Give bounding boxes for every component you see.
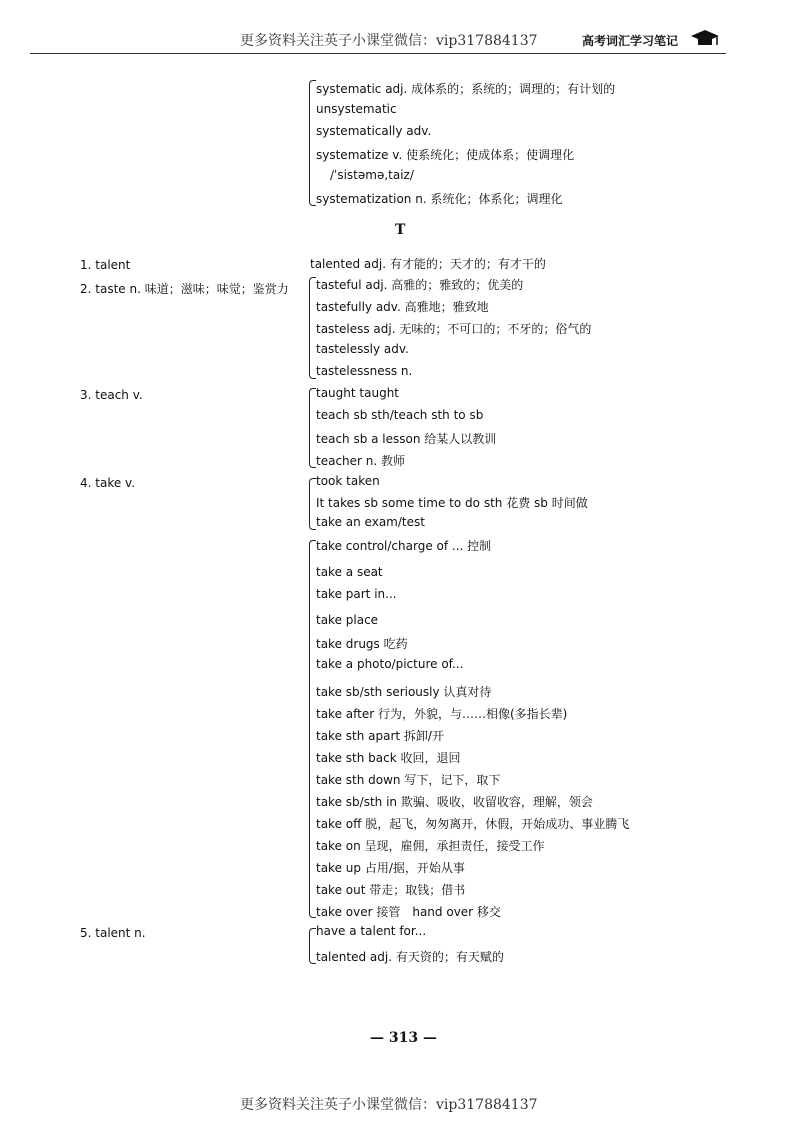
entry-line: take over 接管 hand over 移交 bbox=[316, 905, 501, 919]
entry-line: teacher n. 教师 bbox=[316, 454, 406, 468]
entry-line: taught taught bbox=[316, 386, 399, 400]
entry-line: take drugs 吃药 bbox=[316, 637, 408, 651]
brace-talent bbox=[309, 928, 316, 964]
entry-line: take sb/sth in 欺骗、吸收，收留收容，理解，领会 bbox=[316, 795, 593, 809]
entry-line: take place bbox=[316, 613, 379, 627]
entry-line: It takes sb some time to do sth 花费 sb 时间做 bbox=[316, 496, 588, 510]
entry-line: take sth down 写下，记下，取下 bbox=[316, 773, 501, 787]
entry-head: 3. teach v. bbox=[80, 388, 143, 402]
header-rule bbox=[30, 53, 726, 54]
entry-line: take out 带走；取钱；借书 bbox=[316, 883, 466, 897]
entry-line: tastelessness n. bbox=[316, 364, 413, 378]
entry-line: have a talent for... bbox=[316, 924, 427, 938]
entry-head: 1. talent bbox=[80, 258, 131, 272]
entry-line: take off 脱，起飞，匆匆离开，休假，开始成功、事业腾飞 bbox=[316, 817, 630, 831]
section-letter: T bbox=[395, 222, 406, 238]
entry-line: took taken bbox=[316, 474, 380, 488]
entry-line: tastefully adv. 高雅地；雅致地 bbox=[316, 300, 489, 314]
graduation-cap-icon bbox=[690, 28, 720, 48]
entry-line: systematization n. 系统化；体系化；调理化 bbox=[316, 192, 563, 206]
entry-line: take a photo/picture of... bbox=[316, 657, 464, 671]
phonetic-line: /ˈsistəmə,taiz/ bbox=[330, 168, 414, 182]
entry-head: 4. take v. bbox=[80, 476, 136, 490]
entry-line: take after 行为，外貌，与……相像(多指长辈) bbox=[316, 707, 568, 721]
entry-line: tastelessly adv. bbox=[316, 342, 409, 356]
brace-systematic bbox=[309, 80, 316, 206]
header-promo-text: 更多资料关注英子小课堂微信：vip317884137 bbox=[240, 33, 538, 49]
entry-line: take a seat bbox=[316, 565, 383, 579]
entry-line: take up 占用/据，开始从事 bbox=[316, 861, 465, 875]
entry-line: tasteful adj. 高雅的；雅致的；优美的 bbox=[316, 278, 524, 292]
entry-line: systematize v. 使系统化；使成体系；使调理化 bbox=[316, 148, 575, 162]
entry-line: teach sb a lesson 给某人以教训 bbox=[316, 432, 497, 446]
entry-line: systematically adv. bbox=[316, 124, 432, 138]
entry-line: take on 呈现，雇佣，承担责任，接受工作 bbox=[316, 839, 545, 853]
entry-line: take control/charge of ... 控制 bbox=[316, 539, 492, 553]
entry-line: talented adj. 有才能的；天才的；有才干的 bbox=[310, 257, 546, 271]
entry-line: take an exam/test bbox=[316, 515, 425, 529]
entry-line: tasteless adj. 无味的；不可口的；不牙的；俗气的 bbox=[316, 322, 592, 336]
entry-line: take part in... bbox=[316, 587, 397, 601]
entry-line: take sth apart 拆卸/开 bbox=[316, 729, 444, 743]
brace-teach bbox=[309, 388, 316, 468]
entry-line: teach sb sth/teach sth to sb bbox=[316, 408, 484, 422]
page-number: — 313 — bbox=[370, 1030, 437, 1046]
entry-head: 5. talent n. bbox=[80, 926, 146, 940]
brace-take-1 bbox=[309, 478, 316, 530]
entry-line: take sb/sth seriously 认真对待 bbox=[316, 685, 492, 699]
book-title: 高考词汇学习笔记 bbox=[582, 34, 679, 48]
entry-line: unsystematic bbox=[316, 102, 397, 116]
brace-taste bbox=[309, 277, 316, 379]
entry-line: talented adj. 有天资的；有天赋的 bbox=[316, 950, 504, 964]
entry-head: 2. taste n. 味道；滋味；味觉；鉴赏力 bbox=[80, 282, 289, 296]
footer-promo-text: 更多资料关注英子小课堂微信：vip317884137 bbox=[240, 1097, 538, 1113]
entry-line: systematic adj. 成体系的；系统的；调理的；有计划的 bbox=[316, 82, 616, 96]
brace-take-2 bbox=[309, 540, 316, 918]
entry-line: take sth back 收回，退回 bbox=[316, 751, 461, 765]
